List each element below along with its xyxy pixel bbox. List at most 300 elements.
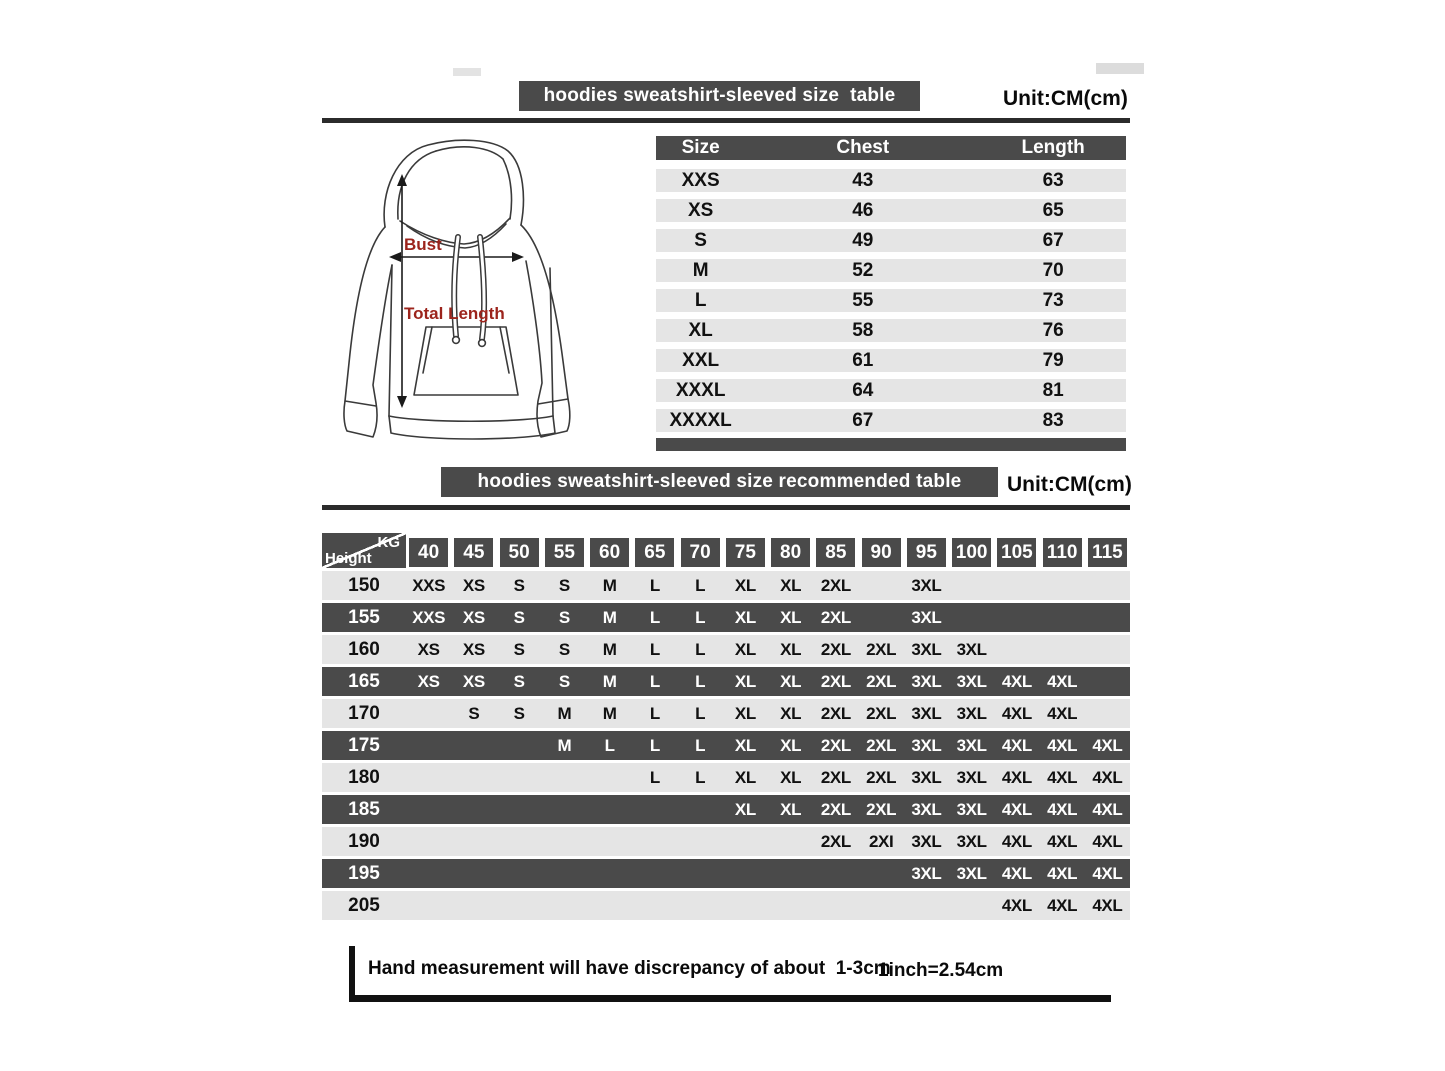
matrix-size-cell: 2XL	[820, 832, 851, 851]
matrix-row	[322, 571, 1130, 600]
weight-header-cell: 105	[997, 538, 1036, 567]
matrix-size-cell: 4XL	[1047, 768, 1078, 787]
matrix-size-cell: L	[695, 608, 706, 627]
matrix-size-cell	[1085, 635, 1130, 664]
height-cell: 175	[348, 735, 380, 756]
inch-conversion-note: 1inch=2.54cm	[878, 960, 1004, 981]
matrix-size-cell	[451, 827, 496, 856]
matrix-size-cell	[678, 795, 723, 824]
size-cell-length: 79	[1042, 349, 1064, 371]
size-cell-length: 76	[1042, 319, 1064, 341]
size-cell-length: 73	[1042, 289, 1064, 311]
matrix-size-cell: S	[513, 576, 525, 595]
matrix-size-cell: L	[649, 768, 660, 787]
height-cell: 180	[348, 767, 380, 788]
matrix-size-cell: XL	[734, 704, 756, 723]
size-cell-chest: 52	[852, 259, 874, 281]
size-table-row	[656, 349, 1126, 372]
matrix-size-cell	[813, 891, 858, 920]
matrix-size-cell	[632, 827, 677, 856]
matrix-size-cell: L	[695, 768, 706, 787]
matrix-size-cell: 4XL	[1092, 864, 1123, 883]
matrix-size-cell: 2XL	[820, 608, 851, 627]
matrix-size-cell: XL	[780, 608, 802, 627]
size-cell-size: S	[694, 229, 707, 251]
matrix-size-cell: XL	[780, 736, 802, 755]
size-table	[656, 136, 1126, 451]
size-cell-size: XXXL	[675, 379, 726, 401]
size-cell-size: XXXXL	[669, 409, 732, 431]
matrix-size-cell	[678, 891, 723, 920]
size-cell-length: 83	[1042, 409, 1064, 431]
unit-label-bottom: Unit:CM(cm)	[1007, 473, 1132, 496]
size-cell-chest: 64	[852, 379, 874, 401]
matrix-size-cell: L	[649, 672, 660, 691]
matrix-row	[322, 731, 1130, 760]
matrix-size-cell: 4XL	[1001, 832, 1032, 851]
size-header-length: Length	[1021, 137, 1085, 158]
matrix-size-cell: L	[695, 640, 706, 659]
matrix-size-cell: XS	[462, 672, 485, 691]
size-cell-chest: 67	[852, 409, 874, 431]
matrix-size-cell	[406, 699, 451, 728]
matrix-size-cell	[859, 859, 904, 888]
matrix-size-cell	[1040, 603, 1085, 632]
matrix-size-cell: XS	[417, 640, 440, 659]
matrix-size-cell: L	[695, 672, 706, 691]
matrix-size-cell: XL	[734, 672, 756, 691]
size-cell-chest: 49	[852, 229, 874, 251]
weight-header-cell: 80	[771, 538, 810, 567]
size-table-row	[656, 259, 1126, 282]
weight-column	[994, 538, 1039, 568]
matrix-size-cell: 3XL	[956, 704, 987, 723]
matrix-size-cell	[587, 891, 632, 920]
matrix-size-cell: XXS	[412, 576, 446, 595]
matrix-size-cell: 3XL	[911, 640, 942, 659]
matrix-size-cell: 3XL	[911, 864, 942, 883]
size-cell-chest: 55	[852, 289, 874, 311]
matrix-size-cell: XL	[780, 704, 802, 723]
weight-header-cell: 115	[1088, 538, 1127, 567]
matrix-size-cell: 4XL	[1047, 832, 1078, 851]
weight-header-cell: 110	[1043, 538, 1082, 567]
matrix-size-cell: XL	[780, 576, 802, 595]
matrix-size-cell: XL	[734, 736, 756, 755]
matrix-size-cell	[587, 763, 632, 792]
matrix-size-cell: 3XL	[911, 608, 942, 627]
matrix-size-cell	[497, 795, 542, 824]
matrix-size-cell: 3XL	[911, 672, 942, 691]
weight-column	[1040, 538, 1085, 568]
matrix-size-cell	[451, 891, 496, 920]
size-cell-length: 70	[1042, 259, 1064, 281]
matrix-size-cell: L	[649, 640, 660, 659]
matrix-size-cell: 4XL	[1092, 896, 1123, 915]
matrix-row	[322, 891, 1130, 920]
matrix-size-cell	[1040, 635, 1085, 664]
matrix-size-cell: L	[695, 704, 706, 723]
matrix-size-cell: 4XL	[1092, 736, 1123, 755]
height-cell: 190	[348, 831, 380, 852]
size-header-chest: Chest	[836, 137, 890, 158]
divider-line-bottom	[322, 505, 1130, 510]
weight-header-cell: 95	[907, 538, 946, 567]
size-table-body	[656, 169, 1126, 432]
matrix-size-cell	[768, 859, 813, 888]
weight-column	[406, 538, 451, 568]
size-cell-size: XXL	[682, 349, 720, 371]
matrix-size-cell: XL	[734, 608, 756, 627]
height-cell: 170	[348, 703, 380, 724]
bust-label: Bust	[404, 235, 442, 254]
matrix-size-cell: 4XL	[1001, 864, 1032, 883]
matrix-size-cell	[406, 859, 451, 888]
matrix-size-cell: 3XL	[956, 800, 987, 819]
matrix-size-cell	[406, 891, 451, 920]
size-table-row	[656, 199, 1126, 222]
scan-artifact-top-right	[1096, 63, 1144, 74]
matrix-size-cell: 2XL	[820, 800, 851, 819]
matrix-size-cell: 3XL	[911, 800, 942, 819]
weight-header-cell: 85	[816, 538, 855, 567]
weight-header-cell: 70	[681, 538, 720, 567]
matrix-size-cell: S	[513, 608, 525, 627]
weight-column	[859, 538, 904, 568]
matrix-size-cell: XXS	[412, 608, 446, 627]
matrix-size-cell: S	[513, 704, 525, 723]
matrix-size-cell: 2XL	[866, 640, 897, 659]
hem-top	[389, 416, 553, 421]
matrix-size-cell: 4XL	[1001, 896, 1032, 915]
matrix-size-cell	[1085, 699, 1130, 728]
weight-column	[542, 538, 587, 568]
section1-title: hoodies sweatshirt-sleeved size table	[543, 85, 896, 106]
matrix-size-cell	[768, 891, 813, 920]
matrix-size-cell	[497, 891, 542, 920]
weight-header-cell: 100	[952, 538, 991, 567]
matrix-size-cell	[632, 891, 677, 920]
weight-column	[723, 538, 768, 568]
height-cell: 165	[348, 671, 380, 692]
size-cell-length: 65	[1042, 199, 1064, 221]
matrix-size-cell: 3XL	[956, 640, 987, 659]
matrix-size-cell	[632, 795, 677, 824]
matrix-size-cell: 2XL	[820, 768, 851, 787]
matrix-size-cell: 4XL	[1047, 704, 1078, 723]
matrix-size-cell	[587, 827, 632, 856]
matrix-size-cell	[1085, 667, 1130, 696]
weight-column	[1085, 538, 1130, 568]
matrix-body	[322, 571, 1130, 920]
size-table-footer-bar	[656, 438, 1126, 451]
matrix-size-cell: 3XL	[956, 736, 987, 755]
matrix-row	[322, 603, 1130, 632]
matrix-size-cell	[859, 603, 904, 632]
height-axis-label: Height	[325, 550, 372, 567]
weight-header-cell: 65	[635, 538, 674, 567]
matrix-size-cell	[497, 827, 542, 856]
size-header-size: Size	[681, 137, 720, 158]
matrix-size-cell	[406, 731, 451, 760]
matrix-size-cell: 2XL	[866, 768, 897, 787]
matrix-size-cell: XL	[734, 768, 756, 787]
matrix-size-cell: 4XL	[1092, 768, 1123, 787]
section2-title-bar	[441, 467, 998, 497]
weight-header-cell: 60	[590, 538, 629, 567]
height-cell: 195	[348, 863, 380, 884]
matrix-size-cell: M	[602, 672, 617, 691]
matrix-size-cell: 2XL	[820, 736, 851, 755]
weight-header-cell: 50	[500, 538, 539, 567]
height-cell: 155	[348, 607, 380, 628]
size-cell-chest: 61	[852, 349, 874, 371]
weight-column	[587, 538, 632, 568]
matrix-size-cell	[451, 731, 496, 760]
matrix-row	[322, 763, 1130, 792]
matrix-size-cell: 4XL	[1047, 896, 1078, 915]
matrix-size-cell	[451, 763, 496, 792]
matrix-size-cell: XS	[462, 576, 485, 595]
matrix-size-cell: M	[602, 608, 617, 627]
matrix-size-cell: 2XL	[866, 672, 897, 691]
matrix-size-cell: 2XL	[820, 576, 851, 595]
matrix-size-cell: 3XL	[911, 832, 942, 851]
matrix-size-cell: L	[604, 736, 615, 755]
matrix-size-cell: 4XL	[1001, 736, 1032, 755]
weight-column	[768, 538, 813, 568]
matrix-size-cell	[859, 891, 904, 920]
matrix-size-cell: S	[513, 640, 525, 659]
size-cell-size: XS	[687, 199, 714, 221]
matrix-size-cell: 4XL	[1001, 800, 1032, 819]
matrix-size-cell	[949, 603, 994, 632]
matrix-size-cell	[994, 635, 1039, 664]
matrix-size-cell: S	[468, 704, 480, 723]
matrix-size-cell: 4XL	[1047, 800, 1078, 819]
body-right-side	[550, 268, 553, 416]
weight-column	[904, 538, 949, 568]
matrix-table	[322, 533, 1130, 920]
left-cuff-line	[345, 401, 376, 406]
hoodie-svg	[328, 133, 613, 458]
weight-header-cell: 90	[862, 538, 901, 567]
scan-artifact-top-left	[453, 68, 481, 76]
matrix-size-cell: M	[602, 576, 617, 595]
matrix-size-cell: M	[557, 736, 572, 755]
matrix-size-cell	[406, 795, 451, 824]
matrix-size-cell	[994, 571, 1039, 600]
matrix-size-cell: S	[513, 672, 525, 691]
size-cell-size: XL	[688, 319, 713, 341]
size-table-row	[656, 229, 1126, 252]
weight-header-cell: 45	[454, 538, 493, 567]
weight-column	[451, 538, 496, 568]
drawstrings	[453, 237, 486, 346]
height-cell: 205	[348, 895, 380, 916]
matrix-size-cell	[723, 827, 768, 856]
size-table-row	[656, 319, 1126, 342]
weight-column	[497, 538, 542, 568]
matrix-size-cell	[497, 731, 542, 760]
matrix-size-cell: XL	[780, 672, 802, 691]
matrix-size-cell: 4XL	[1001, 672, 1032, 691]
size-cell-chest: 46	[852, 199, 874, 221]
total-length-label: Total Length	[404, 304, 505, 323]
size-table-header	[656, 136, 1126, 160]
matrix-size-cell	[994, 603, 1039, 632]
matrix-size-cell	[406, 763, 451, 792]
matrix-size-cell	[1085, 571, 1130, 600]
matrix-size-cell: XS	[462, 608, 485, 627]
matrix-size-cell: XL	[780, 640, 802, 659]
matrix-header-row	[322, 533, 1130, 568]
matrix-size-cell: XS	[462, 640, 485, 659]
matrix-size-cell	[949, 571, 994, 600]
matrix-size-cell: XL	[734, 640, 756, 659]
matrix-corner-cell	[322, 533, 406, 568]
matrix-size-cell: 2XL	[866, 800, 897, 819]
matrix-size-cell: 3XL	[956, 864, 987, 883]
matrix-size-cell	[813, 859, 858, 888]
matrix-size-cell: 2XL	[866, 736, 897, 755]
size-cell-size: M	[692, 259, 709, 281]
matrix-size-cell	[678, 827, 723, 856]
matrix-row	[322, 827, 1130, 856]
matrix-size-cell: 4XL	[1001, 768, 1032, 787]
matrix-size-cell: 3XL	[956, 832, 987, 851]
matrix-size-cell	[1040, 571, 1085, 600]
matrix-size-cell	[542, 827, 587, 856]
size-cell-size: XXS	[681, 169, 720, 191]
matrix-size-cell	[632, 859, 677, 888]
matrix-size-cell	[542, 859, 587, 888]
matrix-size-cell	[904, 891, 949, 920]
discrepancy-note: Hand measurement will have discrepancy of about 1-3cm	[368, 958, 891, 979]
matrix-size-cell	[451, 795, 496, 824]
matrix-size-cell: S	[558, 640, 570, 659]
matrix-size-cell: 4XL	[1001, 704, 1032, 723]
matrix-size-cell: S	[558, 576, 570, 595]
matrix-row	[322, 699, 1130, 728]
size-table-row	[656, 289, 1126, 312]
matrix-size-cell: 2XI	[868, 832, 894, 851]
weight-column	[813, 538, 858, 568]
right-sleeve	[521, 225, 570, 437]
matrix-size-cell	[542, 891, 587, 920]
matrix-size-cell: XL	[780, 800, 802, 819]
unit-label-top: Unit:CM(cm)	[1003, 87, 1128, 110]
size-cell-chest: 58	[852, 319, 874, 341]
matrix-size-cell: L	[649, 576, 660, 595]
kg-axis-label: KG	[377, 534, 400, 551]
matrix-size-cell: XL	[734, 576, 756, 595]
matrix-size-cell: L	[695, 736, 706, 755]
matrix-size-cell	[678, 859, 723, 888]
matrix-size-cell	[587, 795, 632, 824]
matrix-size-cell: 4XL	[1047, 672, 1078, 691]
matrix-row	[322, 795, 1130, 824]
weight-header-cell: 40	[409, 538, 448, 567]
matrix-size-cell: L	[649, 736, 660, 755]
height-cell: 150	[348, 575, 380, 596]
matrix-size-cell	[768, 827, 813, 856]
matrix-size-cell: L	[649, 608, 660, 627]
matrix-weight-headers	[406, 538, 1130, 568]
matrix-size-cell: 2XL	[820, 672, 851, 691]
matrix-size-cell: 3XL	[911, 768, 942, 787]
size-cell-size: L	[694, 289, 707, 311]
matrix-size-cell: 4XL	[1092, 832, 1123, 851]
matrix-size-cell	[542, 795, 587, 824]
weight-column	[678, 538, 723, 568]
matrix-size-cell: 4XL	[1092, 800, 1123, 819]
matrix-size-cell: 3XL	[956, 672, 987, 691]
footnote-bottom-bar	[349, 995, 1111, 1002]
hood-inner-top	[436, 147, 512, 219]
matrix-size-cell	[497, 763, 542, 792]
matrix-size-cell: L	[695, 576, 706, 595]
weight-column	[949, 538, 994, 568]
size-table-row	[656, 409, 1126, 432]
section1-title-bar	[519, 81, 920, 111]
matrix-size-cell	[949, 891, 994, 920]
matrix-size-cell	[723, 859, 768, 888]
weight-header-cell: 55	[545, 538, 584, 567]
matrix-size-cell: XL	[780, 768, 802, 787]
matrix-size-cell	[587, 859, 632, 888]
matrix-size-cell: 2XL	[866, 704, 897, 723]
matrix-size-cell	[542, 763, 587, 792]
matrix-size-cell: L	[649, 704, 660, 723]
hoodie-diagram	[328, 133, 613, 458]
footnote-left-bar	[349, 946, 355, 1002]
matrix-size-cell: M	[557, 704, 572, 723]
matrix-size-cell: M	[602, 704, 617, 723]
weight-header-cell: 75	[726, 538, 765, 567]
matrix-size-cell	[497, 859, 542, 888]
matrix-size-cell: XS	[417, 672, 440, 691]
matrix-size-cell: S	[558, 608, 570, 627]
matrix-size-cell: 3XL	[911, 704, 942, 723]
size-cell-length: 81	[1042, 379, 1064, 401]
height-cell: 160	[348, 639, 380, 660]
matrix-size-cell: 3XL	[911, 576, 942, 595]
divider-line-top	[322, 118, 1130, 123]
matrix-size-cell	[451, 859, 496, 888]
matrix-size-cell: 3XL	[956, 768, 987, 787]
matrix-size-cell: 2XL	[820, 640, 851, 659]
matrix-size-cell: 2XL	[820, 704, 851, 723]
matrix-row	[322, 859, 1130, 888]
matrix-size-cell: 3XL	[911, 736, 942, 755]
size-table-row	[656, 169, 1126, 192]
matrix-size-cell	[1085, 603, 1130, 632]
height-cell: 185	[348, 799, 380, 820]
weight-column	[632, 538, 677, 568]
size-cell-length: 63	[1042, 169, 1064, 191]
matrix-size-cell: 4XL	[1047, 736, 1078, 755]
matrix-size-cell: XL	[734, 800, 756, 819]
matrix-size-cell: S	[558, 672, 570, 691]
section2-title: hoodies sweatshirt-sleeved size recommended table	[477, 471, 962, 492]
matrix-size-cell	[406, 827, 451, 856]
matrix-size-cell	[859, 571, 904, 600]
body-left-side	[389, 265, 392, 416]
size-cell-length: 67	[1042, 229, 1064, 251]
matrix-row	[322, 635, 1130, 664]
matrix-size-cell: M	[602, 640, 617, 659]
